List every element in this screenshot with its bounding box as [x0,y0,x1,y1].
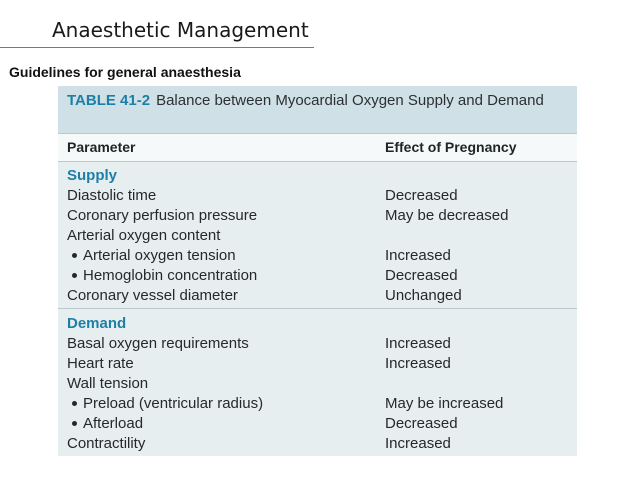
table-row [58,186,577,206]
parameter-text: Preload (ventricular radius) [83,395,264,412]
table-row [58,374,577,394]
table-row [58,434,577,454]
table-row [58,286,577,306]
effect-cell: Increased [385,435,451,452]
table-row [58,246,577,266]
section-label: Demand [67,315,127,332]
title-underline [0,47,314,48]
effect-cell: Increased [385,335,451,352]
table-row [58,266,577,286]
table-caption [67,91,567,110]
parameter-text: Arterial oxygen tension [83,247,236,264]
table-figure [58,86,577,456]
bullet-icon [72,253,77,258]
parameter-cell: Heart rate [67,355,134,372]
parameter-text: Hemoglobin concentration [83,267,258,284]
table-caption-text: Balance between Myocardial Oxygen Supply and Demand [156,92,544,109]
bullet-icon [72,421,77,426]
parameter-cell [72,246,236,266]
table-row [58,414,577,434]
table-row [58,334,577,354]
effect-cell: Decreased [385,267,458,284]
effect-cell: Unchanged [385,287,462,304]
parameter-cell: Wall tension [67,375,149,392]
effect-cell: Decreased [385,187,458,204]
parameter-cell [72,394,263,414]
effect-cell: Increased [385,247,451,264]
parameter-cell [72,266,257,286]
section-header-demand [58,314,577,334]
bullet-icon [72,401,77,406]
section-header-supply [58,166,577,186]
parameter-cell: Coronary perfusion pressure [67,207,258,224]
column-header-effect: Effect of Pregnancy [385,139,517,155]
table-row [58,394,577,414]
effect-cell: May be increased [385,395,504,412]
parameter-cell: Arterial oxygen content [67,227,221,244]
slide-title: Anaesthetic Management [52,18,309,42]
parameter-cell: Diastolic time [67,187,157,204]
table-header-row [58,133,577,162]
bullet-icon [72,273,77,278]
effect-cell: Increased [385,355,451,372]
parameter-cell: Basal oxygen requirements [67,335,249,352]
section-divider [58,308,577,309]
parameter-cell: Coronary vessel diameter [67,287,238,304]
table-caption-band [58,86,577,133]
slide-subtitle: Guidelines for general anaesthesia [9,64,241,80]
effect-cell: May be decreased [385,207,509,224]
section-label: Supply [67,167,118,184]
effect-cell: Decreased [385,415,458,432]
table-number: TABLE 41-2 [67,92,151,109]
table-row [58,354,577,374]
parameter-cell [72,414,143,434]
parameter-cell: Contractility [67,435,146,452]
parameter-text: Afterload [83,415,144,432]
table-row [58,226,577,246]
column-header-parameter: Parameter [67,139,136,155]
table-row [58,206,577,226]
